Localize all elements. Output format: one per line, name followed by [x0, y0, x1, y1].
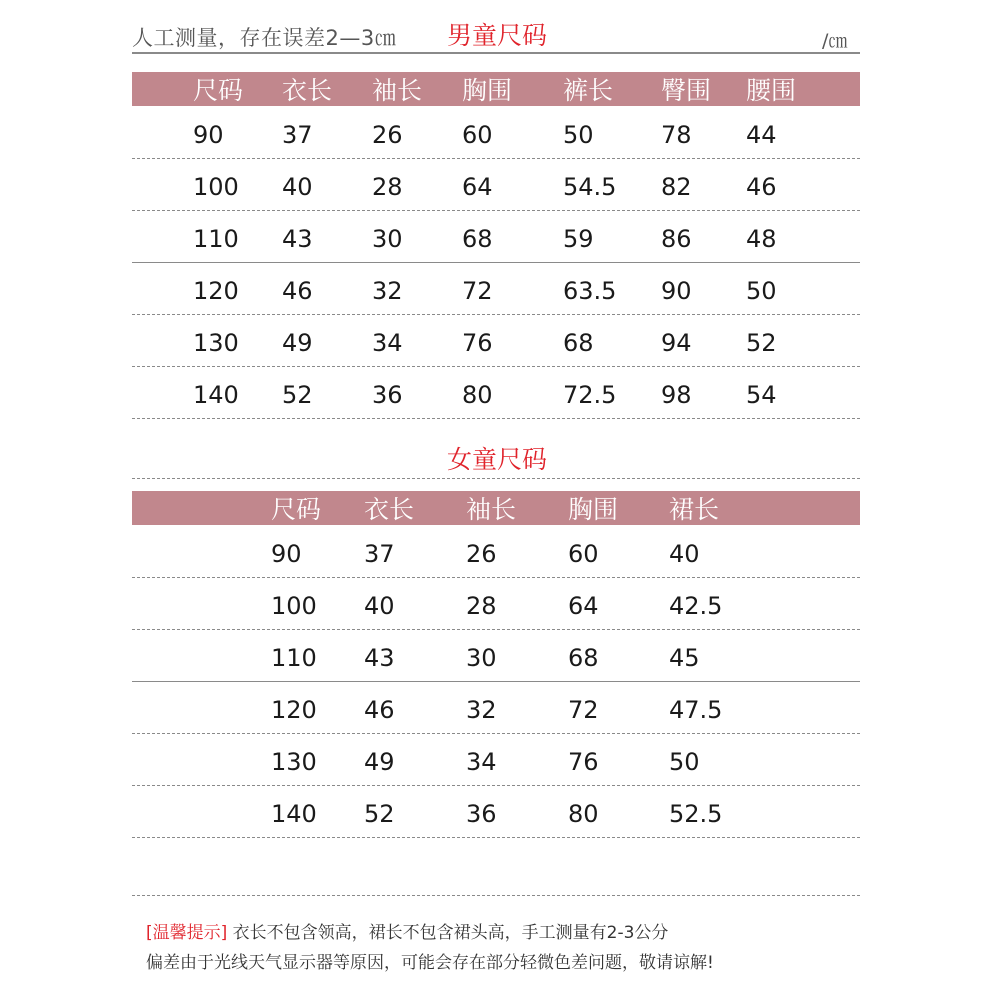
boys-table-cell: 72.5: [563, 381, 617, 409]
boys-table-cell: 64: [462, 173, 493, 201]
boys-table-cell: 54.5: [563, 173, 617, 201]
girls-table-cell: 49: [364, 748, 395, 776]
girls-table-cell: 28: [466, 592, 497, 620]
girls-table-cell: 130: [271, 748, 317, 776]
boys-table-cell: 90: [193, 121, 224, 149]
boys-column-header: 袖长: [372, 76, 423, 105]
boys-table-cell: 52: [282, 381, 313, 409]
boys-table-cell: 50: [746, 277, 777, 305]
boys-table-cell: 78: [661, 121, 692, 149]
girls-table-cell: 120: [271, 696, 317, 724]
girls-table-cell: 40: [364, 592, 395, 620]
girls-column-header: 袖长: [466, 495, 517, 524]
boys-table-cell: 76: [462, 329, 493, 357]
boys-table-cell: 120: [193, 277, 239, 305]
boys-table-cell: 110: [193, 225, 239, 253]
boys-table-cell: 49: [282, 329, 313, 357]
boys-table-cell: 40: [282, 173, 313, 201]
boys-table-cell: 59: [563, 225, 594, 253]
unit-label: /㎝: [822, 30, 848, 52]
tip-text-1: 衣长不包含领高，裙长不包含裙头高，手工测量有2-3公分: [227, 923, 669, 943]
girls-table-cell: 26: [466, 540, 497, 568]
boys-table-cell: 46: [282, 277, 313, 305]
boys-column-header: 腰围: [746, 76, 797, 105]
boys-table-cell: 100: [193, 173, 239, 201]
measurement-note: 人工测量，存在误差2—3㎝: [132, 26, 397, 50]
tip-tag: [温馨提示]: [146, 923, 228, 943]
girls-table-cell: 52.5: [669, 800, 723, 828]
girls-table-cell: 72: [568, 696, 599, 724]
girls-table-cell: 90: [271, 540, 302, 568]
girls-table-cell: 46: [364, 696, 395, 724]
girls-table-cell: 60: [568, 540, 599, 568]
boys-table-cell: 48: [746, 225, 777, 253]
girls-table-cell: 34: [466, 748, 497, 776]
boys-column-header: 衣长: [282, 76, 333, 105]
girls-header-row: [132, 491, 860, 525]
boys-table-cell: 60: [462, 121, 493, 149]
boys-table-cell: 54: [746, 381, 777, 409]
girls-table-cell: 47.5: [669, 696, 723, 724]
boys-size-title: 男童尺码: [447, 21, 548, 50]
boys-column-header: 胸围: [462, 76, 513, 105]
girls-table-cell: 30: [466, 644, 497, 672]
boys-table-cell: 86: [661, 225, 692, 253]
boys-table-cell: 28: [372, 173, 403, 201]
girls-row-divider: [132, 681, 860, 682]
boys-table-cell: 98: [661, 381, 692, 409]
boys-table-cell: 46: [746, 173, 777, 201]
boys-table-cell: 82: [661, 173, 692, 201]
boys-table-cell: 43: [282, 225, 313, 253]
girls-row-divider: [132, 577, 860, 578]
girls-table-cell: 80: [568, 800, 599, 828]
girls-table-cell: 50: [669, 748, 700, 776]
boys-table-cell: 37: [282, 121, 313, 149]
boys-table-cell: 34: [372, 329, 403, 357]
boys-table-cell: 130: [193, 329, 239, 357]
tip-line-2: 偏差由于光线天气显示器等原因，可能会存在部分轻微色差问题，敬请谅解!: [146, 953, 714, 973]
boys-table-cell: 140: [193, 381, 239, 409]
boys-table-cell: 72: [462, 277, 493, 305]
boys-table-cell: 32: [372, 277, 403, 305]
girls-table-cell: 43: [364, 644, 395, 672]
girls-table-cell: 40: [669, 540, 700, 568]
girls-column-header: 裙长: [669, 495, 720, 524]
boys-table-cell: 44: [746, 121, 777, 149]
girls-table-cell: 32: [466, 696, 497, 724]
girls-table-cell: 52: [364, 800, 395, 828]
girls-row-divider: [132, 629, 860, 630]
girls-table-cell: 45: [669, 644, 700, 672]
girls-row-divider: [132, 733, 860, 734]
boys-column-header: 裤长: [563, 76, 614, 105]
girls-column-header: 尺码: [271, 495, 322, 524]
girls-column-header: 衣长: [364, 495, 415, 524]
boys-column-header: 臀围: [661, 76, 712, 105]
girls-table-cell: 140: [271, 800, 317, 828]
boys-table-cell: 52: [746, 329, 777, 357]
boys-table-cell: 30: [372, 225, 403, 253]
boys-table-cell: 50: [563, 121, 594, 149]
girls-column-header: 胸围: [568, 495, 619, 524]
girls-table-cell: 68: [568, 644, 599, 672]
girls-size-title: 女童尺码: [447, 445, 548, 474]
girls-row-divider: [132, 785, 860, 786]
girls-table-cell: 100: [271, 592, 317, 620]
girls-table-cell: 42.5: [669, 592, 723, 620]
boys-table-cell: 90: [661, 277, 692, 305]
boys-table-cell: 94: [661, 329, 692, 357]
girls-table-cell: 36: [466, 800, 497, 828]
boys-table-cell: 36: [372, 381, 403, 409]
girls-table-cell: 37: [364, 540, 395, 568]
girls-row-divider: [132, 895, 860, 896]
girls-table-cell: 64: [568, 592, 599, 620]
boys-column-header: 尺码: [193, 76, 244, 105]
boys-table-cell: 68: [462, 225, 493, 253]
boys-table-cell: 80: [462, 381, 493, 409]
tip-line-1: [146, 918, 668, 943]
boys-table-cell: 68: [563, 329, 594, 357]
girls-row-divider: [132, 837, 860, 838]
boys-table-cell: 26: [372, 121, 403, 149]
boys-table-cell: 63.5: [563, 277, 617, 305]
girls-table-cell: 76: [568, 748, 599, 776]
girls-table-cell: 110: [271, 644, 317, 672]
